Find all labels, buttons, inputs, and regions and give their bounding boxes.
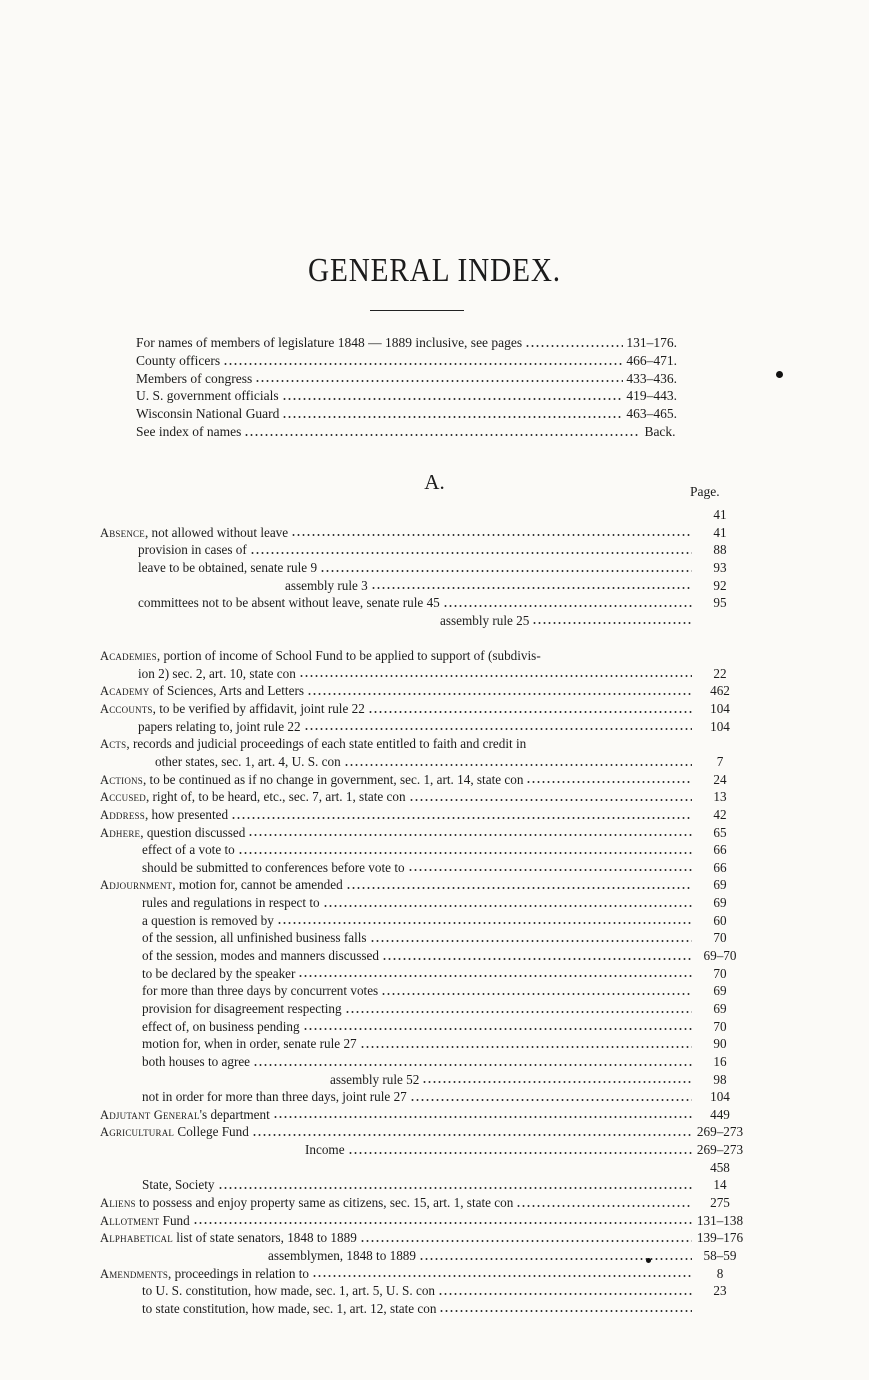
entry-heading: Actions xyxy=(100,772,143,787)
entry-page-ref: 131–138 xyxy=(696,1212,744,1228)
entry-body: assembly rule 25 xyxy=(440,612,530,628)
dot-leader xyxy=(532,621,692,625)
dot-leader xyxy=(231,816,692,820)
entry-text xyxy=(100,753,341,771)
entry-page-ref: 24 xyxy=(713,771,727,787)
index-entry xyxy=(100,700,745,718)
entry-body: papers relating to, joint rule 22 xyxy=(138,718,301,734)
entry-text xyxy=(100,841,235,859)
dot-leader xyxy=(368,710,692,714)
index-entry xyxy=(100,1282,745,1300)
dot-leader xyxy=(419,1257,692,1261)
entry-heading: Alphabetical xyxy=(100,1231,173,1246)
entry-page-ref: 66 xyxy=(713,842,727,858)
intro-row xyxy=(136,370,677,388)
entry-page-ref: 269–273 xyxy=(696,1124,744,1140)
index-entry xyxy=(100,824,745,842)
dot-leader xyxy=(304,727,692,731)
index-entry xyxy=(100,541,745,559)
index-entry xyxy=(100,1300,745,1318)
ink-speck xyxy=(646,1258,651,1263)
entry-body: , to be verified by affidavit, joint rule 22 xyxy=(152,701,365,717)
entry-heading: Academy xyxy=(100,684,150,699)
entry-page-ref: 23 xyxy=(713,1283,727,1299)
dot-leader xyxy=(438,1292,692,1296)
section-letter: A. xyxy=(424,470,445,494)
entry-text xyxy=(100,612,529,630)
index-entry xyxy=(100,859,745,877)
entry-text xyxy=(100,1247,416,1265)
entry-body: Fund xyxy=(159,1212,190,1228)
index-entry xyxy=(100,876,745,894)
entry-heading: Address xyxy=(100,807,145,822)
index-entry xyxy=(100,1071,745,1089)
entry-page-ref: 93 xyxy=(713,559,727,575)
entry-page-ref: 88 xyxy=(713,542,727,558)
dot-leader xyxy=(408,868,692,872)
entry-body: of the session, all unfinished business falls xyxy=(142,930,367,946)
entry-body: motion for, when in order, senate rule 27 xyxy=(142,1036,357,1052)
entry-text xyxy=(100,1176,215,1194)
intro-page-ref: 131–176. xyxy=(626,335,677,350)
entry-text xyxy=(100,929,367,947)
index-entry xyxy=(100,982,745,1000)
intro-page-ref: 466–471. xyxy=(626,352,677,368)
intro-row xyxy=(136,423,677,441)
index-entry xyxy=(100,612,745,630)
entry-text xyxy=(100,982,378,1000)
entry-body: , records and judicial proceedings of each state entitled to faith and credit in xyxy=(126,736,527,752)
entry-body: a question is removed by xyxy=(142,912,274,928)
entry-text xyxy=(100,771,523,789)
index-entries xyxy=(100,506,745,1317)
entry-heading: Adjournment xyxy=(100,878,173,893)
page-column-header: Page. xyxy=(690,484,720,499)
dot-leader xyxy=(238,851,692,855)
entry-page-ref: 70 xyxy=(713,1018,727,1034)
entry-page-ref: 66 xyxy=(713,859,727,875)
entry-body: , portion of income of School Fund to be applied to support of (subdivis- xyxy=(156,648,541,664)
dot-leader xyxy=(360,1239,692,1243)
entry-text xyxy=(100,1141,345,1159)
entry-text xyxy=(100,788,406,806)
index-entry xyxy=(100,1176,745,1194)
dot-leader xyxy=(348,1151,692,1155)
intro-page-ref: 463–465. xyxy=(626,406,677,422)
entry-body: not in order for more than three days, joint rule 27 xyxy=(142,1089,407,1105)
intro-text: Wisconsin National Guard xyxy=(136,406,280,422)
dot-leader xyxy=(312,1274,692,1278)
entry-page-ref: 104 xyxy=(710,1089,730,1105)
entry-body: Income xyxy=(305,1142,345,1158)
index-entry xyxy=(100,1018,745,1036)
entry-body: to state constitution, how made, sec. 1, art. 12, state con xyxy=(142,1300,437,1316)
dot-leader xyxy=(323,904,692,908)
entry-text xyxy=(100,1194,513,1212)
dot-leader xyxy=(344,763,692,767)
entry-text xyxy=(100,665,296,683)
entry-page-ref: 70 xyxy=(713,965,727,981)
entry-text xyxy=(100,1229,357,1247)
entry-text xyxy=(100,965,295,983)
entry-text xyxy=(100,1123,249,1141)
index-entry xyxy=(100,1088,745,1106)
dot-leader xyxy=(277,921,692,925)
entry-text xyxy=(100,1035,357,1053)
entry-page-ref: 139–176 xyxy=(696,1230,744,1246)
entry-text xyxy=(100,876,343,894)
dot-leader xyxy=(422,1080,692,1084)
entry-body: assembly rule 3 xyxy=(285,577,368,593)
dot-leader xyxy=(303,1027,692,1031)
entry-page-ref: 458 xyxy=(710,1159,730,1175)
entry-body: effect of a vote to xyxy=(142,842,235,858)
entry-body: to be declared by the speaker xyxy=(142,965,296,981)
entry-text xyxy=(100,594,440,612)
dot-leader xyxy=(345,1010,692,1014)
dot-leader xyxy=(193,1221,692,1225)
entry-page-ref: 69 xyxy=(713,877,727,893)
entry-body: , how presented xyxy=(144,806,229,822)
dot-leader xyxy=(516,1204,692,1208)
entry-page-ref: 98 xyxy=(713,1071,727,1087)
entry-text xyxy=(100,735,526,753)
entry-body: effect of, on business pending xyxy=(142,1018,300,1034)
index-entry xyxy=(100,1229,745,1247)
index-entry xyxy=(100,718,745,736)
entry-text xyxy=(100,524,288,542)
entry-body: committees not to be absent without leave, senate rule 45 xyxy=(138,595,440,611)
entry-body: rules and regulations in respect to xyxy=(142,895,320,911)
entry-page-ref: 69 xyxy=(713,983,727,999)
entry-heading: Acts xyxy=(100,737,127,752)
entry-body: assembly rule 52 xyxy=(330,1071,420,1087)
index-entry xyxy=(100,788,745,806)
entry-page-ref: 41 xyxy=(713,507,727,522)
entry-heading: Agricultural xyxy=(100,1125,175,1140)
index-entry xyxy=(100,753,745,771)
entry-page-ref: 90 xyxy=(713,1036,727,1052)
entry-body: should be submitted to conferences before vote to xyxy=(142,859,405,875)
entry-heading: Aliens xyxy=(100,1195,136,1210)
entry-text xyxy=(100,1300,436,1318)
entry-text xyxy=(100,1282,435,1300)
dot-leader xyxy=(291,533,692,537)
intro-row xyxy=(136,405,677,423)
intro-page-ref: Back. xyxy=(644,423,676,439)
dot-leader xyxy=(360,1045,692,1049)
intro-text: U. S. government officials xyxy=(136,388,279,404)
dot-leader xyxy=(370,939,692,943)
entry-text xyxy=(100,682,304,700)
index-entry xyxy=(100,1053,745,1071)
entry-heading: Adjutant General xyxy=(100,1107,200,1122)
index-entry xyxy=(100,771,745,789)
entry-text xyxy=(100,718,301,736)
entry-page-ref: 69 xyxy=(713,895,727,911)
entry-text xyxy=(100,1071,419,1089)
dot-leader xyxy=(248,833,692,837)
dot-leader xyxy=(439,1309,692,1313)
entry-page-ref: 462 xyxy=(710,683,730,699)
entry-body: , motion for, cannot be amended xyxy=(172,877,343,893)
entry-body: other states, sec. 1, art. 4, U. S. con xyxy=(155,753,341,769)
entry-body: for more than three days by concurrent votes xyxy=(142,983,379,999)
entry-text xyxy=(100,647,541,665)
entry-text xyxy=(100,894,320,912)
entry-text xyxy=(100,859,405,877)
dot-leader xyxy=(409,798,692,802)
index-entry xyxy=(100,929,745,947)
index-entry xyxy=(100,735,745,753)
dot-leader xyxy=(526,780,692,784)
entry-text xyxy=(100,1053,250,1071)
intro-text: For names of members of legislature 1848 — 1889 inclusive, see pages xyxy=(136,335,523,350)
entry-page-ref: 95 xyxy=(713,595,727,611)
entry-text xyxy=(100,700,365,718)
entry-text xyxy=(100,1265,309,1283)
index-entry xyxy=(100,1159,745,1177)
dot-leader xyxy=(346,886,692,890)
index-entry xyxy=(100,841,745,859)
entry-body: provision for disagreement respecting xyxy=(142,1000,342,1016)
dot-leader xyxy=(307,692,692,696)
entry-body: to possess and enjoy property same as citizens, sec. 15, art. 1, state con xyxy=(135,1194,514,1210)
dot-leader xyxy=(253,1063,692,1067)
entry-page-ref: 104 xyxy=(710,701,730,717)
dot-leader xyxy=(299,674,692,678)
entry-body: to U. S. constitution, how made, sec. 1, art. 5, U. S. con xyxy=(142,1283,436,1299)
index-entry xyxy=(100,647,745,665)
index-entry xyxy=(100,1265,745,1283)
entry-page-ref: 13 xyxy=(713,789,727,805)
dot-leader xyxy=(282,415,623,419)
entry-body: , question discussed xyxy=(140,824,246,840)
entry-body: , right of, to be heard, etc., sec. 7, art. 1, state con xyxy=(145,789,406,805)
entry-page-ref: 92 xyxy=(713,577,727,593)
entry-body: , to be continued as if no change in government, sec. 1, art. 14, state con xyxy=(142,771,524,787)
index-entry xyxy=(100,965,745,983)
index-entry xyxy=(100,806,745,824)
dot-leader xyxy=(223,362,623,366)
entry-body: State, Society xyxy=(142,1177,215,1193)
index-entry xyxy=(100,1106,745,1124)
entry-page-ref: 16 xyxy=(713,1053,727,1069)
entry-page-ref: 8 xyxy=(716,1265,724,1281)
entry-body: both houses to agree xyxy=(142,1053,251,1069)
entry-page-ref: 70 xyxy=(713,930,727,946)
entry-page-ref: 69–70 xyxy=(703,948,737,964)
entry-text xyxy=(100,1088,407,1106)
dot-leader xyxy=(250,551,692,555)
page-title: GENERAL INDEX. xyxy=(308,252,561,289)
intro-text: Members of congress xyxy=(136,370,253,386)
entry-text xyxy=(100,1212,190,1230)
entry-body: College Fund xyxy=(174,1124,249,1140)
index-entry xyxy=(100,912,745,930)
index-entry xyxy=(100,1123,745,1141)
index-entry xyxy=(100,524,745,542)
index-entry xyxy=(100,665,745,683)
intro-page-ref: 419–443. xyxy=(626,388,677,404)
entry-heading: Allotment xyxy=(100,1213,160,1228)
index-entry xyxy=(100,559,745,577)
entry-page-ref: 65 xyxy=(713,824,727,840)
entry-text xyxy=(100,1106,270,1124)
dot-leader xyxy=(443,604,692,608)
entry-heading: Adhere xyxy=(100,825,141,840)
dot-leader xyxy=(410,1098,692,1102)
dot-leader xyxy=(255,379,623,383)
entry-body: leave to be obtained, senate rule 9 xyxy=(138,559,318,575)
entry-page-ref: 69 xyxy=(713,1000,727,1016)
dot-leader xyxy=(218,1186,692,1190)
dot-leader xyxy=(382,957,692,961)
entry-body: 's department xyxy=(199,1106,270,1122)
index-entry xyxy=(100,894,745,912)
ink-speck xyxy=(776,371,783,378)
entry-page-ref: 7 xyxy=(716,753,724,769)
entry-heading: Absence xyxy=(100,525,145,540)
index-entry xyxy=(100,1035,745,1053)
intro-text: County officers xyxy=(136,352,221,368)
entry-body: of Sciences, Arts and Letters xyxy=(149,683,304,699)
intro-text: See index of names xyxy=(136,423,242,439)
entry-page-ref: 449 xyxy=(710,1106,730,1122)
entry-body: , proceedings in relation to xyxy=(168,1265,310,1281)
entry-body: list of state senators, 1848 to 1889 xyxy=(172,1230,357,1246)
entry-body: provision in cases of xyxy=(138,542,247,558)
dot-leader xyxy=(282,397,624,401)
entry-page-ref: 14 xyxy=(713,1177,727,1193)
entry-heading: Accused xyxy=(100,790,146,805)
entry-text xyxy=(100,541,247,559)
entry-page-ref: 269–273 xyxy=(696,1142,744,1158)
entry-body: ion 2) sec. 2, art. 10, state con xyxy=(138,665,296,681)
entry-text xyxy=(100,1000,342,1018)
entry-text xyxy=(100,806,228,824)
index-entry xyxy=(100,577,745,595)
entry-body: , not allowed without leave xyxy=(144,524,289,540)
index-entry xyxy=(100,682,745,700)
dot-leader xyxy=(381,992,692,996)
index-entry xyxy=(100,506,745,524)
index-entry xyxy=(100,1141,745,1159)
title-underline xyxy=(370,310,464,311)
index-entry xyxy=(100,947,745,965)
dot-leader xyxy=(244,433,640,437)
entry-text xyxy=(100,1018,300,1036)
intro-page-ref: 433–436. xyxy=(626,370,677,386)
entry-body: of the session, modes and manners discussed xyxy=(142,948,379,964)
entry-body: assemblymen, 1848 to 1889 xyxy=(268,1247,416,1263)
entry-page-ref: 275 xyxy=(710,1194,730,1210)
dot-leader xyxy=(525,344,623,348)
intro-row xyxy=(136,387,677,405)
index-entry xyxy=(100,594,745,612)
entry-page-ref: 60 xyxy=(713,912,727,928)
entry-text xyxy=(100,559,317,577)
intro-row xyxy=(136,352,677,370)
entry-page-ref: 41 xyxy=(713,524,727,540)
entry-text xyxy=(100,912,274,930)
index-entry xyxy=(100,1000,745,1018)
intro-reference-list xyxy=(136,334,677,441)
entry-page-ref: 42 xyxy=(713,806,727,822)
entry-text xyxy=(100,824,245,842)
dot-leader xyxy=(252,1133,692,1137)
index-entry xyxy=(100,1212,745,1230)
entry-page-ref: 58–59 xyxy=(703,1247,737,1263)
intro-row xyxy=(136,334,677,352)
entry-page-ref: 22 xyxy=(713,665,727,681)
entry-text xyxy=(100,947,379,965)
entry-text xyxy=(100,577,368,595)
dot-leader xyxy=(320,569,692,573)
entry-heading: Academies xyxy=(100,649,157,664)
dot-leader xyxy=(298,974,692,978)
entry-page-ref: 104 xyxy=(710,718,730,734)
entry-heading: Amendments xyxy=(100,1266,169,1281)
dot-leader xyxy=(273,1115,692,1119)
index-entry xyxy=(100,629,745,647)
dot-leader xyxy=(371,586,692,590)
index-entry xyxy=(100,1194,745,1212)
entry-heading: Accounts xyxy=(100,702,153,717)
